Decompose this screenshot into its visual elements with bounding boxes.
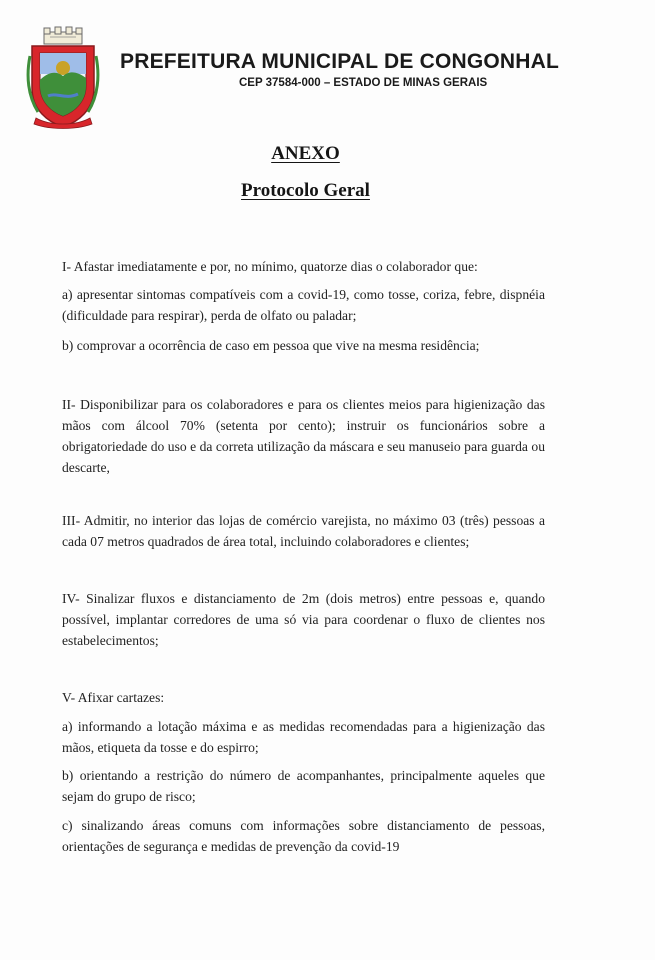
paragraph-item-iii: III- Admitir, no interior das lojas de comércio varejista, no máximo 03 (três) pessoas a cada 07 metros quadrados de área total, incluindo colaboradores e clientes; — [62, 513, 545, 549]
municipal-coat-of-arms-icon — [26, 26, 100, 130]
paragraph-item-i-b: b) comprovar a ocorrência de caso em pessoa que vive na mesma residência; — [62, 338, 480, 353]
paragraph-item-v-a: a) informando a lotação máxima e as medidas recomendadas para a higienização das mãos, etiqueta da tosse e do espirro; — [62, 719, 545, 755]
crown-icon — [44, 27, 82, 44]
header-subtitle: CEP 37584-000 – ESTADO DE MINAS GERAIS — [239, 77, 488, 89]
document-subtitle: Protocolo Geral — [241, 180, 370, 201]
paragraph-item-v: V- Afixar cartazes: — [62, 690, 165, 705]
paragraph-item-v-b: b) orientando a restrição do número de acompanhantes, principalmente aqueles que sejam do grupo de risco; — [62, 768, 545, 804]
document-title: ANEXO — [271, 143, 340, 164]
paragraph-item-i: I- Afastar imediatamente e por, no mínimo, quatorze dias o colaborador que: — [62, 259, 478, 274]
paragraph-item-v-c: c) sinalizando áreas comuns com informações sobre distanciamento de pessoas, orientações de segurança e medidas de prevenção da covid-19 — [62, 818, 545, 854]
paragraph-item-i-a: a) apresentar sintomas compatíveis com a covid-19, como tosse, coriza, febre, dispnéia (dificuldade para respirar), perda de olfato ou paladar; — [62, 287, 545, 323]
header-title: PREFEITURA MUNICIPAL DE CONGONHAL — [120, 50, 560, 73]
paragraph-item-ii: II- Disponibilizar para os colaboradores e para os clientes meios para higienização das mãos com álcool 70% (setenta por cento); instruir os funcionários sobre a obrigatoriedade do uso e da correta utilização da máscara e seu manuseio para guarda ou descarte, — [62, 397, 545, 475]
paragraph-item-iv: IV- Sinalizar fluxos e distanciamento de 2m (dois metros) entre pessoas e, quando possível, implantar corredores de uma só via para coordenar o fluxo de clientes nos estabelecimentos; — [62, 591, 545, 648]
